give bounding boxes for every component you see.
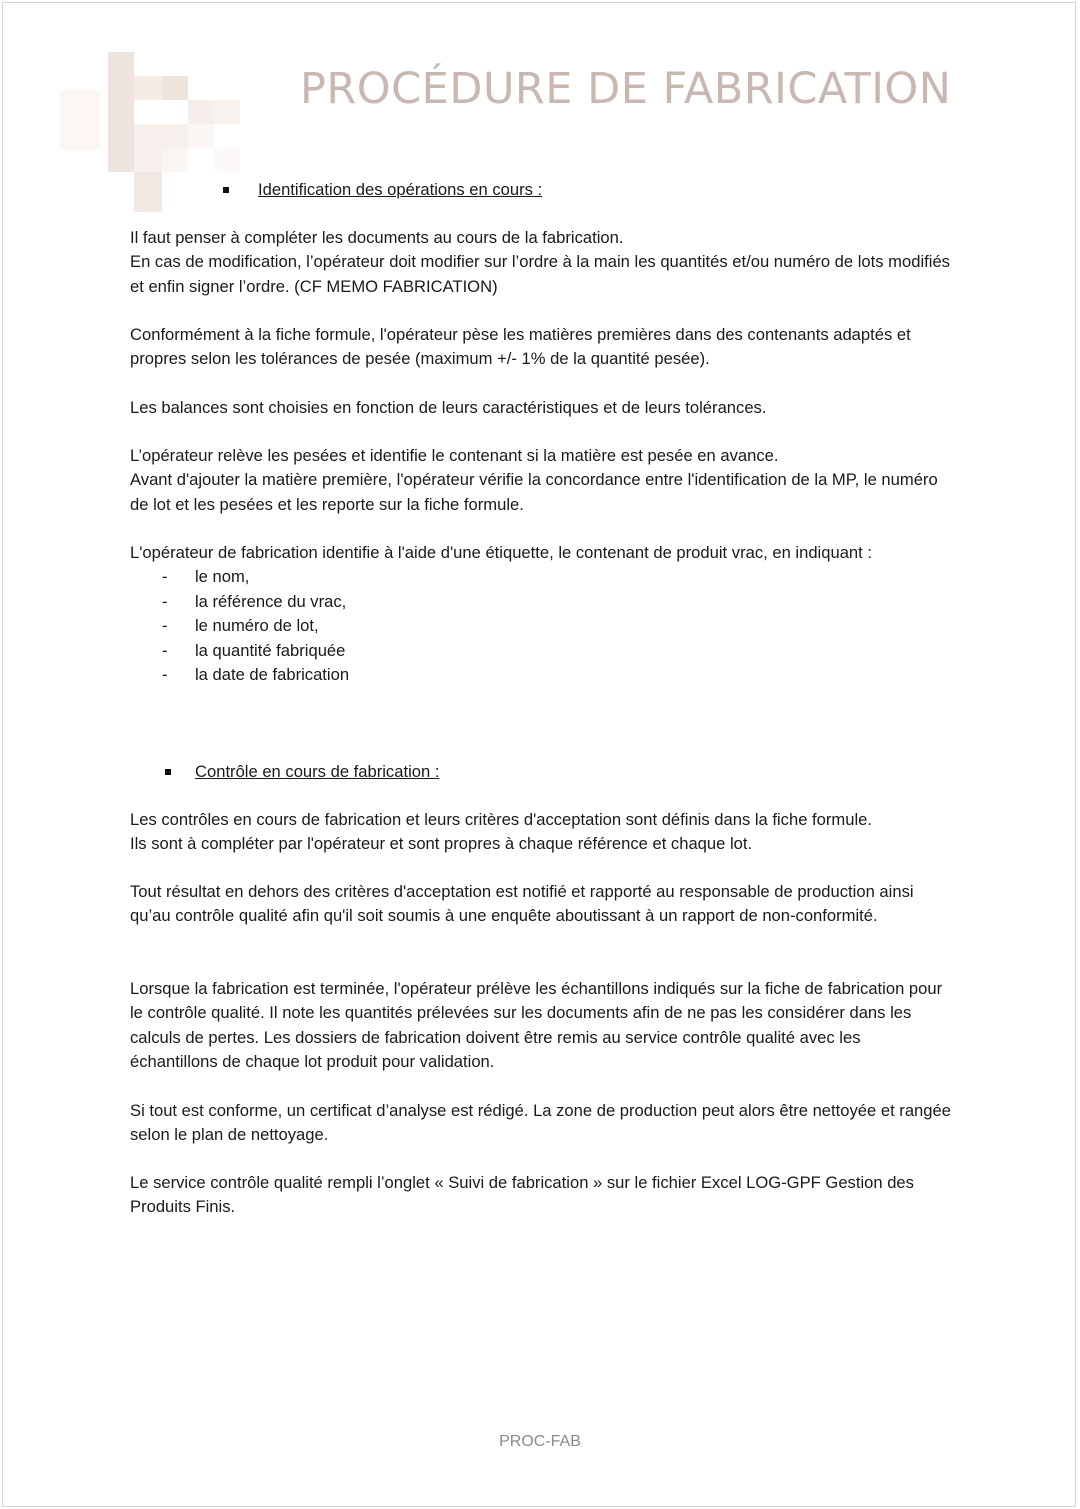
paragraph-line: L'opérateur de fabrication identifie à l'aide d'une étiquette, le contenant de produit vrac, en indiquant : <box>130 543 872 562</box>
section-heading-controle <box>165 760 439 784</box>
paragraph <box>130 226 952 299</box>
paragraph-line: Les balances sont choisies en fonction de leurs caractéristiques et de leurs tolérances. <box>130 398 767 417</box>
list-item <box>130 614 952 638</box>
paragraph-line: Lorsque la fabrication est terminée, l'opérateur prélève les échantillons indiqués sur la fiche de fabrication pour le contrôle qualité. Il note les quantités prélevées sur les documents afin de ne pas les considérer dans les calculs de pertes. Les dossiers de fabrication doivent être remis au service contrôle qualité avec les échantillons de chaque lot produit pour validation. <box>130 979 943 1072</box>
dash-bullet: - <box>162 665 168 685</box>
list-item <box>130 639 952 663</box>
square-bullet-icon <box>223 187 229 193</box>
paragraph <box>130 444 952 517</box>
paragraph-line: En cas de modification, l’opérateur doit modifier sur l’ordre à la main les quantités et/ou numéro de lots modifiés et enfin signer l’ordre. (CF MEMO FABRICATION) <box>130 252 950 296</box>
square-bullet-icon <box>165 769 171 775</box>
paragraph <box>130 541 952 687</box>
paragraph-line: Il faut penser à compléter les documents au cours de la fabrication. <box>130 228 624 247</box>
page-footer: PROC-FAB <box>499 1433 581 1450</box>
paragraph-line: Avant d'ajouter la matière première, l'opérateur vérifie la concordance entre l'identification de la MP, le numéro de lot et les pesées et les reporte sur la fiche formule. <box>130 470 938 514</box>
dash-bullet: - <box>162 567 168 587</box>
paragraph <box>130 1099 952 1148</box>
list-item <box>130 663 952 687</box>
list-item <box>130 565 952 589</box>
paragraph <box>130 1171 952 1220</box>
paragraph-line: Tout résultat en dehors des critères d'acceptation est notifié et rapporté au responsable de production ainsi qu’au contrôle qualité afin qu'il soit soumis à une enquête aboutissant à un rapport de non-conformité. <box>130 882 914 926</box>
dash-bullet: - <box>162 591 168 611</box>
paragraph <box>130 880 952 929</box>
page-title: PROCÉDURE DE FABRICATION <box>300 64 952 114</box>
paragraph-line: Les contrôles en cours de fabrication et leurs critères d'acceptation sont définis dans la fiche formule. <box>130 810 872 829</box>
paragraph-line: Ils sont à compléter par l'opérateur et sont propres à chaque référence et chaque lot. <box>130 834 753 854</box>
list-item-label: la quantité fabriquée <box>195 640 346 660</box>
pixel-mosaic-logo <box>50 40 250 220</box>
list-item-label: la référence du vrac, <box>195 591 347 611</box>
paragraph-line: Si tout est conforme, un certificat d’analyse est rédigé. La zone de production peut alors être nettoyée et rangée selon le plan de nettoyage. <box>130 1101 951 1145</box>
paragraph-line: L’opérateur relève les pesées et identifie le contenant si la matière est pesée en avance. <box>130 446 779 465</box>
paragraph <box>130 323 952 372</box>
paragraph-line: Conformément à la fiche formule, l'opérateur pèse les matières premières dans des contenants adaptés et propres selon les tolérances de pesée (maximum +/- 1% de la quantité pesée). <box>130 325 911 369</box>
section-heading-label: Identification des opérations en cours : <box>258 180 543 199</box>
section-heading-label: Contrôle en cours de fabrication : <box>195 762 440 781</box>
section-heading-identification <box>223 178 542 202</box>
list-item-label: le numéro de lot, <box>195 616 319 636</box>
list-item-label: la date de fabrication <box>195 665 350 685</box>
paragraph <box>130 977 952 1075</box>
dash-bullet: - <box>162 640 168 660</box>
list-item <box>130 590 952 614</box>
paragraph <box>130 808 952 857</box>
info-list <box>130 565 952 687</box>
dash-bullet: - <box>162 616 168 636</box>
list-item-label: le nom, <box>195 567 250 587</box>
paragraph-line: Le service contrôle qualité rempli l’onglet « Suivi de fabrication » sur le fichier Excel LOG-GPF Gestion des Produits Finis. <box>130 1173 914 1217</box>
paragraph <box>130 396 952 420</box>
